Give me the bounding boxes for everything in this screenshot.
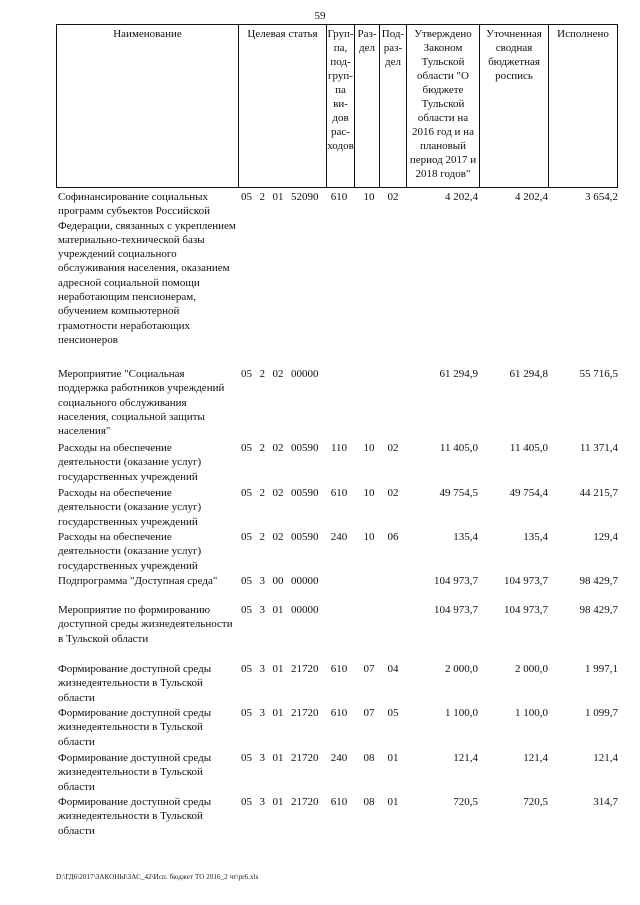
row-group: 110 — [330, 442, 348, 454]
row-approved: 11 405,0 — [439, 442, 478, 454]
row-approved: 49 754,5 — [439, 487, 478, 499]
row-name: Мероприятие "Социальная поддержка работников учреждений социального обслуживания населения, социальной защиты населения" — [58, 368, 225, 438]
row-code: 05 3 01 21720 — [241, 663, 319, 675]
row-executed: 55 716,5 — [579, 368, 618, 380]
row-refined: 49 754,4 — [509, 487, 548, 499]
row-refined: 720,5 — [523, 796, 548, 808]
row-executed: 314,7 — [593, 796, 618, 808]
row-refined: 104 973,7 — [504, 575, 548, 587]
row-subsection: 02 — [387, 487, 399, 499]
row-group: 610 — [330, 191, 348, 203]
row-approved: 2 000,0 — [445, 663, 478, 675]
row-name: Формирование доступной среды жизнедеятельности в Тульской области — [58, 707, 212, 748]
row-executed: 98 429,7 — [579, 604, 618, 616]
row-group: 240 — [330, 752, 348, 764]
row-subsection: 05 — [387, 707, 399, 719]
row-name: Формирование доступной среды жизнедеятельности в Тульской области — [58, 796, 212, 837]
row-refined: 135,4 — [523, 531, 548, 543]
row-code: 05 3 01 21720 — [241, 796, 319, 808]
row-name: Формирование доступной среды жизнедеятельности в Тульской области — [58, 663, 212, 704]
row-approved: 121,4 — [453, 752, 478, 764]
row-name: Расходы на обеспечение деятельности (оказание услуг) государственных учреждений — [58, 531, 202, 572]
row-approved: 61 294,9 — [439, 368, 478, 380]
row-section: 10 — [363, 531, 375, 543]
row-section: 10 — [363, 442, 375, 454]
header-approved: Утверждено Законом Тульской области "О бюджете Тульской области на 2016 год и на плановый период 2017 и 2018 годов" — [409, 28, 477, 180]
row-section: 10 — [363, 191, 375, 203]
header-divider — [617, 24, 618, 188]
row-group: 610 — [330, 796, 348, 808]
row-refined: 104 973,7 — [504, 604, 548, 616]
header-subsection: Под- раз- дел — [381, 28, 405, 68]
header-group: Груп- па, под- груп- па ви- дов рас- ходов — [327, 28, 354, 152]
row-section: 07 — [363, 707, 375, 719]
row-code: 05 3 01 21720 — [241, 752, 319, 764]
file-path-footer: D:\ГД6\2017\ЗАКОНЫ\ЗАС_42\Исп. бюджет ТО 2016_2 чт\pr6.xls — [56, 873, 259, 881]
row-refined: 11 405,0 — [509, 442, 548, 454]
row-group: 610 — [330, 707, 348, 719]
row-executed: 11 371,4 — [579, 442, 618, 454]
row-group: 610 — [330, 663, 348, 675]
header-refined: Уточненная сводная бюджетная роспись — [486, 28, 542, 82]
header-section: Раз- дел — [357, 28, 377, 54]
row-section: 10 — [363, 487, 375, 499]
page-number: 59 — [314, 10, 326, 22]
row-executed: 44 215,7 — [579, 487, 618, 499]
row-name: Софинансирование социальных программ субъектов Российской Федерации, связанных с укреплением материально-технической базы учреждений социального обслуживания населения, оказанием адресной социальной помощи неработающим пенсионерам, обучением компьютерной грамотности неработающих пенсионеров — [58, 191, 236, 346]
row-subsection: 02 — [387, 191, 399, 203]
row-approved: 4 202,4 — [445, 191, 478, 203]
header-executed: Исполнено — [557, 28, 609, 40]
row-code: 05 2 02 00590 — [241, 442, 319, 454]
row-subsection: 01 — [387, 796, 399, 808]
row-section: 08 — [363, 752, 375, 764]
row-group: 240 — [330, 531, 348, 543]
header-divider — [548, 24, 549, 188]
row-section: 08 — [363, 796, 375, 808]
header-divider — [238, 24, 239, 188]
row-code: 05 2 02 00590 — [241, 531, 319, 543]
row-approved: 104 973,7 — [434, 575, 478, 587]
row-section: 07 — [363, 663, 375, 675]
row-refined: 121,4 — [523, 752, 548, 764]
row-code: 05 2 02 00590 — [241, 487, 319, 499]
row-executed: 129,4 — [593, 531, 618, 543]
row-refined: 61 294,8 — [509, 368, 548, 380]
row-executed: 98 429,7 — [579, 575, 618, 587]
row-refined: 4 202,4 — [515, 191, 548, 203]
row-name: Формирование доступной среды жизнедеятельности в Тульской области — [58, 752, 212, 793]
row-name: Расходы на обеспечение деятельности (оказание услуг) государственных учреждений — [58, 442, 202, 483]
row-code: 05 3 01 00000 — [241, 604, 319, 616]
row-name: Расходы на обеспечение деятельности (оказание услуг) государственных учреждений — [58, 487, 202, 528]
row-approved: 104 973,7 — [434, 604, 478, 616]
row-executed: 121,4 — [593, 752, 618, 764]
row-code: 05 2 01 52090 — [241, 191, 319, 203]
row-subsection: 06 — [387, 531, 399, 543]
row-subsection: 02 — [387, 442, 399, 454]
row-approved: 135,4 — [453, 531, 478, 543]
row-name: Мероприятие по формированию доступной среды жизнедеятельности в Тульской области — [58, 604, 233, 645]
row-executed: 1 099,7 — [585, 707, 618, 719]
row-code: 05 3 00 00000 — [241, 575, 319, 587]
row-approved: 720,5 — [453, 796, 478, 808]
row-refined: 2 000,0 — [515, 663, 548, 675]
header-target: Целевая статья — [247, 28, 318, 40]
row-executed: 3 654,2 — [585, 191, 618, 203]
row-code: 05 2 02 00000 — [241, 368, 319, 380]
row-subsection: 01 — [387, 752, 399, 764]
row-group: 610 — [330, 487, 348, 499]
row-code: 05 3 01 21720 — [241, 707, 319, 719]
row-refined: 1 100,0 — [515, 707, 548, 719]
row-name: Подпрограмма "Доступная среда" — [58, 575, 218, 587]
row-approved: 1 100,0 — [445, 707, 478, 719]
header-divider — [56, 24, 57, 188]
row-executed: 1 997,1 — [585, 663, 618, 675]
header-name: Наименование — [113, 28, 182, 40]
row-subsection: 04 — [387, 663, 399, 675]
